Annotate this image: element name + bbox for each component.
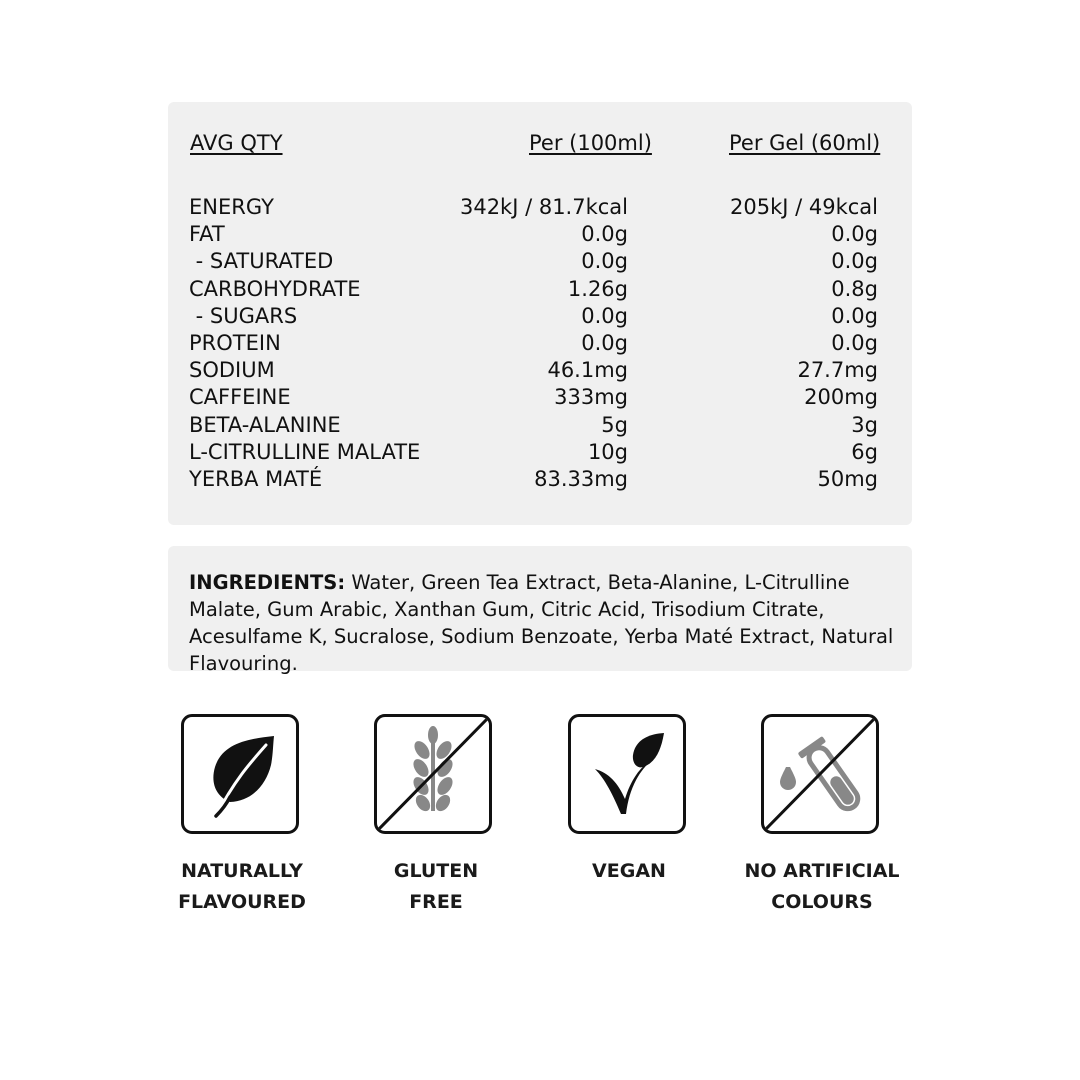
vegan-badge bbox=[568, 714, 686, 834]
nutrition-row bbox=[189, 276, 889, 303]
no-artificial-colours-badge bbox=[761, 714, 879, 834]
per-100ml-value: 0.0g bbox=[581, 303, 628, 328]
per-100ml-value: 0.0g bbox=[581, 249, 628, 274]
gluten-free-badge bbox=[374, 714, 492, 834]
per-gel-value: 3g bbox=[851, 412, 878, 437]
test-tube-crossed-icon bbox=[764, 717, 876, 831]
per-100ml-value: 5g bbox=[601, 412, 628, 437]
badge-label-vegan: VEGAN bbox=[592, 860, 666, 882]
header-avg-qty: AVG QTY bbox=[190, 131, 283, 155]
nutrient-label: ENERGY bbox=[189, 195, 274, 219]
per-gel-value: 0.8g bbox=[831, 276, 878, 301]
nutrition-table bbox=[189, 194, 889, 493]
nutrition-row bbox=[189, 357, 889, 384]
naturally-flavoured-badge bbox=[181, 714, 299, 834]
per-100ml-value: 10g bbox=[587, 439, 628, 464]
badge-label-naturally-flavoured: NATURALLY FLAVOURED bbox=[178, 860, 306, 913]
nutrient-label: L-CITRULLINE MALATE bbox=[189, 439, 421, 464]
per-gel-value: 200mg bbox=[804, 385, 878, 410]
per-gel-value: 50mg bbox=[817, 466, 878, 491]
per-gel-value: 27.7mg bbox=[797, 358, 878, 383]
leaf-icon bbox=[184, 717, 296, 831]
nutrient-label: CAFFEINE bbox=[189, 385, 291, 410]
header-per-gel: Per Gel (60ml) bbox=[729, 131, 881, 155]
per-gel-value: 0.0g bbox=[831, 330, 878, 355]
ingredients-list: Water, Green Tea Extract, Beta-Alanine, L-Citrulline Malate, Gum Arabic, Xanthan Gum, Citric Acid, Trisodium Citrate, Acesulfame K, Sucralose, Sodium Benzoate, Yerba Maté Extract, Natural Flavouring. bbox=[189, 571, 894, 675]
per-100ml-value: 333mg bbox=[554, 385, 628, 410]
nutrition-row bbox=[189, 330, 889, 357]
nutrition-row bbox=[189, 384, 889, 411]
nutrient-label: - SUGARS bbox=[189, 303, 298, 328]
nutrient-label: FAT bbox=[189, 222, 225, 247]
nutrition-row bbox=[189, 412, 889, 439]
nutrition-row bbox=[189, 248, 889, 275]
per-gel-value: 0.0g bbox=[831, 222, 878, 247]
ingredients-text bbox=[189, 569, 909, 677]
header-per-100ml: Per (100ml) bbox=[529, 131, 652, 155]
per-gel-value: 0.0g bbox=[831, 249, 878, 274]
nutrient-label: CARBOHYDRATE bbox=[189, 276, 361, 301]
ingredients-title: INGREDIENTS: bbox=[189, 571, 346, 594]
nutrition-row bbox=[189, 194, 889, 221]
wheat-crossed-icon bbox=[377, 717, 489, 831]
per-100ml-value: 46.1mg bbox=[547, 358, 628, 383]
vegan-v-leaf-icon bbox=[571, 717, 683, 831]
per-gel-value: 0.0g bbox=[831, 303, 878, 328]
per-gel-value: 6g bbox=[851, 439, 878, 464]
nutrition-row bbox=[189, 439, 889, 466]
nutrient-label: - SATURATED bbox=[189, 249, 334, 274]
per-100ml-value: 83.33mg bbox=[534, 466, 628, 491]
per-100ml-value: 342kJ / 81.7kcal bbox=[459, 195, 628, 219]
per-100ml-value: 0.0g bbox=[581, 222, 628, 247]
per-100ml-value: 0.0g bbox=[581, 330, 628, 355]
nutrient-label: PROTEIN bbox=[189, 330, 281, 355]
nutrition-row bbox=[189, 466, 889, 493]
nutrition-row bbox=[189, 303, 889, 330]
nutrient-label: SODIUM bbox=[189, 358, 275, 383]
nutrient-label: BETA-ALANINE bbox=[189, 412, 341, 437]
per-gel-value: 205kJ / 49kcal bbox=[730, 195, 878, 219]
badge-label-gluten-free: GLUTEN FREE bbox=[393, 860, 479, 913]
per-100ml-value: 1.26g bbox=[567, 276, 628, 301]
nutrition-row bbox=[189, 221, 889, 248]
nutrient-label: YERBA MATÉ bbox=[189, 466, 323, 491]
badge-label-no-artificial-colours: NO ARTIFICIAL COLOURS bbox=[744, 860, 900, 913]
